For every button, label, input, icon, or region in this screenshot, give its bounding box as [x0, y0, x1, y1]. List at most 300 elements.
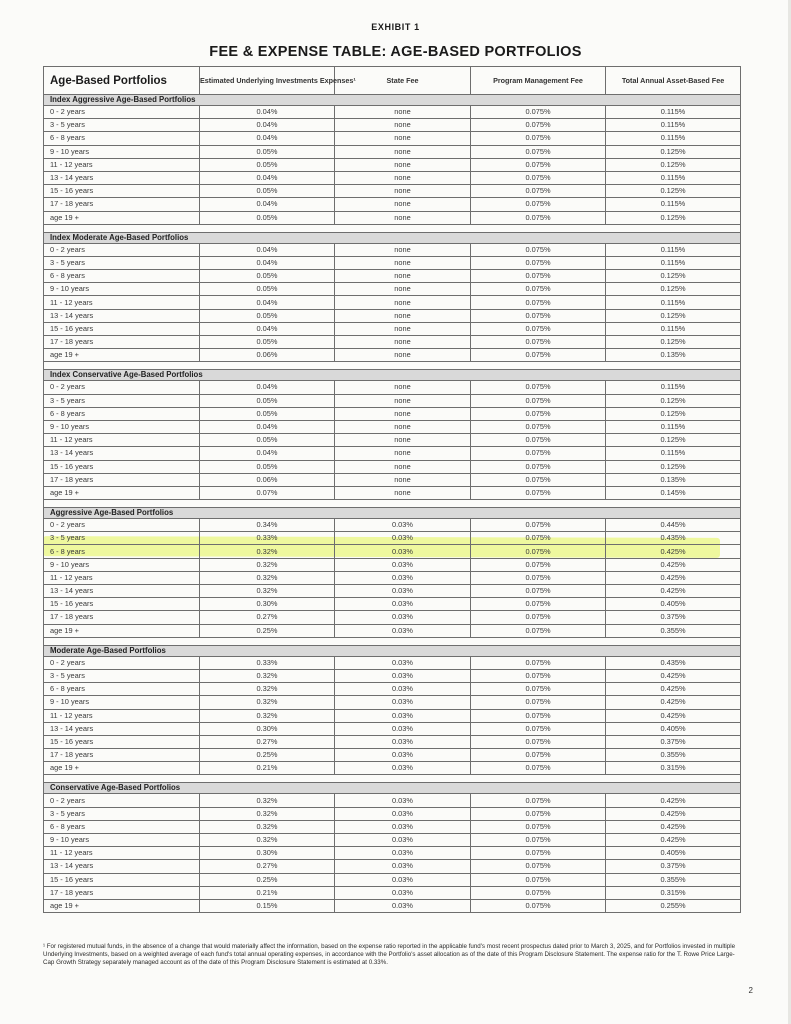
total-fee-cell: 0.115% [606, 198, 741, 211]
age-range-cell: 9 - 10 years [44, 696, 200, 709]
age-range-cell: 13 - 14 years [44, 171, 200, 184]
table-row [44, 473, 741, 486]
state-fee-cell: none [335, 407, 471, 420]
program-fee-cell: 0.075% [471, 794, 606, 807]
state-fee-cell: none [335, 119, 471, 132]
column-header-state-fee: State Fee [335, 67, 471, 95]
program-fee-cell: 0.075% [471, 598, 606, 611]
total-fee-cell: 0.125% [606, 283, 741, 296]
program-fee-cell: 0.075% [471, 460, 606, 473]
spacer-cell [44, 775, 741, 783]
age-range-cell: 6 - 8 years [44, 270, 200, 283]
underlying-cell: 0.04% [200, 420, 335, 433]
state-fee-cell: 0.03% [335, 709, 471, 722]
age-range-cell: 13 - 14 years [44, 447, 200, 460]
total-fee-cell: 0.125% [606, 309, 741, 322]
total-fee-cell: 0.425% [606, 834, 741, 847]
program-fee-cell: 0.075% [471, 394, 606, 407]
program-fee-cell: 0.075% [471, 532, 606, 545]
section-spacer [44, 224, 741, 232]
underlying-cell: 0.05% [200, 336, 335, 349]
table-row [44, 696, 741, 709]
program-fee-cell: 0.075% [471, 407, 606, 420]
state-fee-cell: none [335, 473, 471, 486]
state-fee-cell: 0.03% [335, 571, 471, 584]
underlying-cell: 0.04% [200, 171, 335, 184]
underlying-cell: 0.32% [200, 683, 335, 696]
section-title: Moderate Age-Based Portfolios [44, 645, 741, 656]
state-fee-cell: 0.03% [335, 762, 471, 775]
table-row [44, 558, 741, 571]
table-row [44, 762, 741, 775]
section-header-row [44, 95, 741, 106]
table-row [44, 407, 741, 420]
program-fee-cell: 0.075% [471, 145, 606, 158]
state-fee-cell: none [335, 336, 471, 349]
table-row [44, 270, 741, 283]
table-row [44, 571, 741, 584]
program-fee-cell: 0.075% [471, 283, 606, 296]
program-fee-cell: 0.075% [471, 309, 606, 322]
table-row [44, 296, 741, 309]
program-fee-cell: 0.075% [471, 270, 606, 283]
table-row [44, 394, 741, 407]
total-fee-cell: 0.375% [606, 611, 741, 624]
spacer-cell [44, 224, 741, 232]
age-range-cell: 11 - 12 years [44, 571, 200, 584]
table-row [44, 899, 741, 912]
total-fee-cell: 0.125% [606, 211, 741, 224]
age-range-cell: 9 - 10 years [44, 145, 200, 158]
total-fee-cell: 0.425% [606, 585, 741, 598]
table-row [44, 322, 741, 335]
table-row [44, 611, 741, 624]
age-range-cell: 15 - 16 years [44, 873, 200, 886]
program-fee-cell: 0.075% [471, 558, 606, 571]
underlying-cell: 0.32% [200, 669, 335, 682]
program-fee-cell: 0.075% [471, 349, 606, 362]
section-spacer [44, 500, 741, 508]
program-fee-cell: 0.075% [471, 447, 606, 460]
table-row [44, 820, 741, 833]
state-fee-cell: none [335, 486, 471, 499]
age-range-cell: 0 - 2 years [44, 243, 200, 256]
state-fee-cell: 0.03% [335, 794, 471, 807]
total-fee-cell: 0.425% [606, 545, 741, 558]
program-fee-cell: 0.075% [471, 336, 606, 349]
total-fee-cell: 0.375% [606, 860, 741, 873]
underlying-cell: 0.33% [200, 532, 335, 545]
age-range-cell: 17 - 18 years [44, 886, 200, 899]
program-fee-cell: 0.075% [471, 381, 606, 394]
table-row [44, 460, 741, 473]
total-fee-cell: 0.425% [606, 558, 741, 571]
table-row [44, 794, 741, 807]
program-fee-cell: 0.075% [471, 820, 606, 833]
underlying-cell: 0.15% [200, 899, 335, 912]
state-fee-cell: none [335, 185, 471, 198]
underlying-cell: 0.30% [200, 598, 335, 611]
underlying-cell: 0.30% [200, 847, 335, 860]
total-fee-cell: 0.115% [606, 420, 741, 433]
state-fee-cell: 0.03% [335, 683, 471, 696]
age-range-cell: 13 - 14 years [44, 860, 200, 873]
program-fee-cell: 0.075% [471, 473, 606, 486]
total-fee-cell: 0.315% [606, 762, 741, 775]
age-range-cell: 6 - 8 years [44, 683, 200, 696]
underlying-cell: 0.04% [200, 296, 335, 309]
total-fee-cell: 0.435% [606, 532, 741, 545]
underlying-cell: 0.32% [200, 571, 335, 584]
state-fee-cell: 0.03% [335, 722, 471, 735]
table-header [44, 67, 741, 95]
program-fee-cell: 0.075% [471, 519, 606, 532]
section-spacer [44, 775, 741, 783]
section-title: Index Moderate Age-Based Portfolios [44, 232, 741, 243]
age-range-cell: 11 - 12 years [44, 434, 200, 447]
program-fee-cell: 0.075% [471, 722, 606, 735]
underlying-cell: 0.04% [200, 256, 335, 269]
state-fee-cell: none [335, 171, 471, 184]
underlying-cell: 0.21% [200, 762, 335, 775]
column-header-underlying: Estimated Underlying Investments Expenses¹ [200, 67, 335, 95]
total-fee-cell: 0.115% [606, 132, 741, 145]
state-fee-cell: 0.03% [335, 624, 471, 637]
table-row [44, 585, 741, 598]
total-fee-cell: 0.115% [606, 381, 741, 394]
age-range-cell: 3 - 5 years [44, 119, 200, 132]
table-row [44, 545, 741, 558]
program-fee-cell: 0.075% [471, 899, 606, 912]
program-fee-cell: 0.075% [471, 296, 606, 309]
state-fee-cell: none [335, 256, 471, 269]
table-row [44, 807, 741, 820]
total-fee-cell: 0.125% [606, 145, 741, 158]
age-range-cell: 13 - 14 years [44, 722, 200, 735]
total-fee-cell: 0.125% [606, 158, 741, 171]
age-range-cell: 6 - 8 years [44, 820, 200, 833]
total-fee-cell: 0.425% [606, 571, 741, 584]
section-spacer [44, 362, 741, 370]
state-fee-cell: none [335, 132, 471, 145]
underlying-cell: 0.34% [200, 519, 335, 532]
total-fee-cell: 0.115% [606, 447, 741, 460]
age-range-cell: 13 - 14 years [44, 585, 200, 598]
state-fee-cell: none [335, 198, 471, 211]
state-fee-cell: none [335, 394, 471, 407]
total-fee-cell: 0.145% [606, 486, 741, 499]
age-range-cell: 0 - 2 years [44, 519, 200, 532]
underlying-cell: 0.32% [200, 558, 335, 571]
total-fee-cell: 0.435% [606, 656, 741, 669]
state-fee-cell: none [335, 243, 471, 256]
age-range-cell: 9 - 10 years [44, 834, 200, 847]
section-spacer [44, 637, 741, 645]
underlying-cell: 0.21% [200, 886, 335, 899]
table-row [44, 106, 741, 119]
age-range-cell: 15 - 16 years [44, 322, 200, 335]
program-fee-cell: 0.075% [471, 611, 606, 624]
table-row [44, 132, 741, 145]
program-fee-cell: 0.075% [471, 696, 606, 709]
table-row [44, 735, 741, 748]
program-fee-cell: 0.075% [471, 656, 606, 669]
total-fee-cell: 0.315% [606, 886, 741, 899]
table-row [44, 309, 741, 322]
total-fee-cell: 0.425% [606, 820, 741, 833]
total-fee-cell: 0.375% [606, 735, 741, 748]
age-range-cell: age 19 + [44, 486, 200, 499]
total-fee-cell: 0.135% [606, 473, 741, 486]
program-fee-cell: 0.075% [471, 106, 606, 119]
total-fee-cell: 0.405% [606, 722, 741, 735]
underlying-cell: 0.32% [200, 709, 335, 722]
total-fee-cell: 0.115% [606, 256, 741, 269]
age-range-cell: 0 - 2 years [44, 106, 200, 119]
underlying-cell: 0.32% [200, 585, 335, 598]
total-fee-cell: 0.125% [606, 185, 741, 198]
state-fee-cell: none [335, 158, 471, 171]
state-fee-cell: 0.03% [335, 886, 471, 899]
section-header-row [44, 783, 741, 794]
state-fee-cell: none [335, 460, 471, 473]
table-row [44, 656, 741, 669]
age-range-cell: 9 - 10 years [44, 283, 200, 296]
underlying-cell: 0.05% [200, 394, 335, 407]
underlying-cell: 0.05% [200, 434, 335, 447]
program-fee-cell: 0.075% [471, 256, 606, 269]
program-fee-cell: 0.075% [471, 860, 606, 873]
state-fee-cell: 0.03% [335, 820, 471, 833]
table-row [44, 486, 741, 499]
underlying-cell: 0.32% [200, 807, 335, 820]
underlying-cell: 0.25% [200, 624, 335, 637]
program-fee-cell: 0.075% [471, 434, 606, 447]
program-fee-cell: 0.075% [471, 585, 606, 598]
program-fee-cell: 0.075% [471, 571, 606, 584]
underlying-cell: 0.05% [200, 158, 335, 171]
underlying-cell: 0.25% [200, 873, 335, 886]
underlying-cell: 0.04% [200, 198, 335, 211]
underlying-cell: 0.04% [200, 322, 335, 335]
total-fee-cell: 0.125% [606, 336, 741, 349]
underlying-cell: 0.05% [200, 211, 335, 224]
age-range-cell: 3 - 5 years [44, 532, 200, 545]
state-fee-cell: none [335, 434, 471, 447]
program-fee-cell: 0.075% [471, 158, 606, 171]
underlying-cell: 0.05% [200, 283, 335, 296]
state-fee-cell: 0.03% [335, 735, 471, 748]
total-fee-cell: 0.425% [606, 683, 741, 696]
table-row [44, 749, 741, 762]
age-range-cell: 0 - 2 years [44, 794, 200, 807]
underlying-cell: 0.04% [200, 381, 335, 394]
age-range-cell: 17 - 18 years [44, 611, 200, 624]
table-row [44, 434, 741, 447]
state-fee-cell: 0.03% [335, 860, 471, 873]
age-range-cell: 15 - 16 years [44, 598, 200, 611]
program-fee-cell: 0.075% [471, 886, 606, 899]
state-fee-cell: none [335, 283, 471, 296]
table-row [44, 847, 741, 860]
table-row [44, 211, 741, 224]
age-range-cell: 11 - 12 years [44, 709, 200, 722]
total-fee-cell: 0.125% [606, 460, 741, 473]
table-row [44, 119, 741, 132]
underlying-cell: 0.07% [200, 486, 335, 499]
underlying-cell: 0.32% [200, 820, 335, 833]
exhibit-label: EXHIBIT 1 [371, 22, 420, 32]
fee-expense-table [43, 66, 741, 913]
program-fee-cell: 0.075% [471, 420, 606, 433]
underlying-cell: 0.27% [200, 611, 335, 624]
state-fee-cell: 0.03% [335, 847, 471, 860]
age-range-cell: age 19 + [44, 762, 200, 775]
column-header-total-fee: Total Annual Asset-Based Fee [606, 67, 741, 95]
program-fee-cell: 0.075% [471, 847, 606, 860]
age-range-cell: 17 - 18 years [44, 473, 200, 486]
program-fee-cell: 0.075% [471, 119, 606, 132]
program-fee-cell: 0.075% [471, 709, 606, 722]
state-fee-cell: none [335, 381, 471, 394]
age-range-cell: age 19 + [44, 349, 200, 362]
program-fee-cell: 0.075% [471, 683, 606, 696]
underlying-cell: 0.32% [200, 545, 335, 558]
total-fee-cell: 0.355% [606, 749, 741, 762]
state-fee-cell: none [335, 106, 471, 119]
state-fee-cell: 0.03% [335, 873, 471, 886]
age-range-cell: 9 - 10 years [44, 420, 200, 433]
table-body [44, 95, 741, 913]
age-range-cell: 17 - 18 years [44, 198, 200, 211]
underlying-cell: 0.04% [200, 132, 335, 145]
underlying-cell: 0.05% [200, 460, 335, 473]
total-fee-cell: 0.115% [606, 119, 741, 132]
program-fee-cell: 0.075% [471, 198, 606, 211]
program-fee-cell: 0.075% [471, 486, 606, 499]
table-row [44, 519, 741, 532]
table-row [44, 198, 741, 211]
program-fee-cell: 0.075% [471, 185, 606, 198]
table-row [44, 381, 741, 394]
program-fee-cell: 0.075% [471, 735, 606, 748]
age-range-cell: age 19 + [44, 899, 200, 912]
underlying-cell: 0.04% [200, 243, 335, 256]
total-fee-cell: 0.135% [606, 349, 741, 362]
total-fee-cell: 0.115% [606, 243, 741, 256]
table-row [44, 243, 741, 256]
section-title: Aggressive Age-Based Portfolios [44, 508, 741, 519]
total-fee-cell: 0.125% [606, 394, 741, 407]
state-fee-cell: none [335, 420, 471, 433]
total-fee-cell: 0.125% [606, 434, 741, 447]
table-row [44, 283, 741, 296]
age-range-cell: 0 - 2 years [44, 656, 200, 669]
program-fee-cell: 0.075% [471, 873, 606, 886]
age-range-cell: 15 - 16 years [44, 460, 200, 473]
total-fee-cell: 0.115% [606, 171, 741, 184]
section-header-row [44, 508, 741, 519]
section-title: Index Conservative Age-Based Portfolios [44, 370, 741, 381]
state-fee-cell: none [335, 322, 471, 335]
section-header-row [44, 370, 741, 381]
state-fee-cell: 0.03% [335, 558, 471, 571]
table-row [44, 447, 741, 460]
state-fee-cell: 0.03% [335, 834, 471, 847]
table-row [44, 683, 741, 696]
total-fee-cell: 0.125% [606, 407, 741, 420]
underlying-cell: 0.27% [200, 735, 335, 748]
state-fee-cell: 0.03% [335, 611, 471, 624]
table-row [44, 722, 741, 735]
program-fee-cell: 0.075% [471, 749, 606, 762]
age-range-cell: 11 - 12 years [44, 847, 200, 860]
age-range-cell: 3 - 5 years [44, 256, 200, 269]
state-fee-cell: none [335, 309, 471, 322]
underlying-cell: 0.04% [200, 447, 335, 460]
spacer-cell [44, 637, 741, 645]
state-fee-cell: 0.03% [335, 545, 471, 558]
state-fee-cell: 0.03% [335, 656, 471, 669]
section-header-row [44, 645, 741, 656]
underlying-cell: 0.27% [200, 860, 335, 873]
underlying-cell: 0.25% [200, 749, 335, 762]
underlying-cell: 0.05% [200, 407, 335, 420]
program-fee-cell: 0.075% [471, 322, 606, 335]
state-fee-cell: 0.03% [335, 749, 471, 762]
total-fee-cell: 0.445% [606, 519, 741, 532]
program-fee-cell: 0.075% [471, 762, 606, 775]
total-fee-cell: 0.355% [606, 624, 741, 637]
age-range-cell: 13 - 14 years [44, 309, 200, 322]
underlying-cell: 0.30% [200, 722, 335, 735]
age-range-cell: 3 - 5 years [44, 669, 200, 682]
underlying-cell: 0.05% [200, 270, 335, 283]
age-range-cell: age 19 + [44, 624, 200, 637]
table-row [44, 336, 741, 349]
program-fee-cell: 0.075% [471, 624, 606, 637]
age-range-cell: 3 - 5 years [44, 394, 200, 407]
age-range-cell: 6 - 8 years [44, 407, 200, 420]
section-header-row [44, 232, 741, 243]
age-range-cell: 3 - 5 years [44, 807, 200, 820]
state-fee-cell: 0.03% [335, 807, 471, 820]
table-row [44, 185, 741, 198]
table-row [44, 171, 741, 184]
total-fee-cell: 0.115% [606, 296, 741, 309]
total-fee-cell: 0.425% [606, 794, 741, 807]
total-fee-cell: 0.425% [606, 669, 741, 682]
program-fee-cell: 0.075% [471, 834, 606, 847]
age-range-cell: 15 - 16 years [44, 185, 200, 198]
total-fee-cell: 0.355% [606, 873, 741, 886]
table-row [44, 669, 741, 682]
table-row [44, 886, 741, 899]
total-fee-cell: 0.125% [606, 270, 741, 283]
column-header-portfolio: Age-Based Portfolios [44, 67, 200, 95]
table-row [44, 873, 741, 886]
underlying-cell: 0.05% [200, 145, 335, 158]
state-fee-cell: none [335, 145, 471, 158]
underlying-cell: 0.05% [200, 185, 335, 198]
state-fee-cell: none [335, 296, 471, 309]
table-row [44, 349, 741, 362]
state-fee-cell: 0.03% [335, 696, 471, 709]
age-range-cell: 6 - 8 years [44, 545, 200, 558]
footnote: ¹ For registered mutual funds, in the absence of a change that would materially affect the information, based on the expense ratio reported in the applicable fund's most recent prospectus dated prior to March 3, 2025, and for Portfolios invested in multiple Underlying Investments, based on a weighted average of each fund's total annual operating expenses, in accordance with the Portfolio's asset allocation as of the date of this Program Disclosure Statement. The expense ratio for the T. Rowe Price Large-Cap Growth Strategy separately managed account as of the date of this Program Disclosure Statement is estimated at 0.33%. [43, 943, 736, 966]
state-fee-cell: none [335, 447, 471, 460]
table-row [44, 598, 741, 611]
